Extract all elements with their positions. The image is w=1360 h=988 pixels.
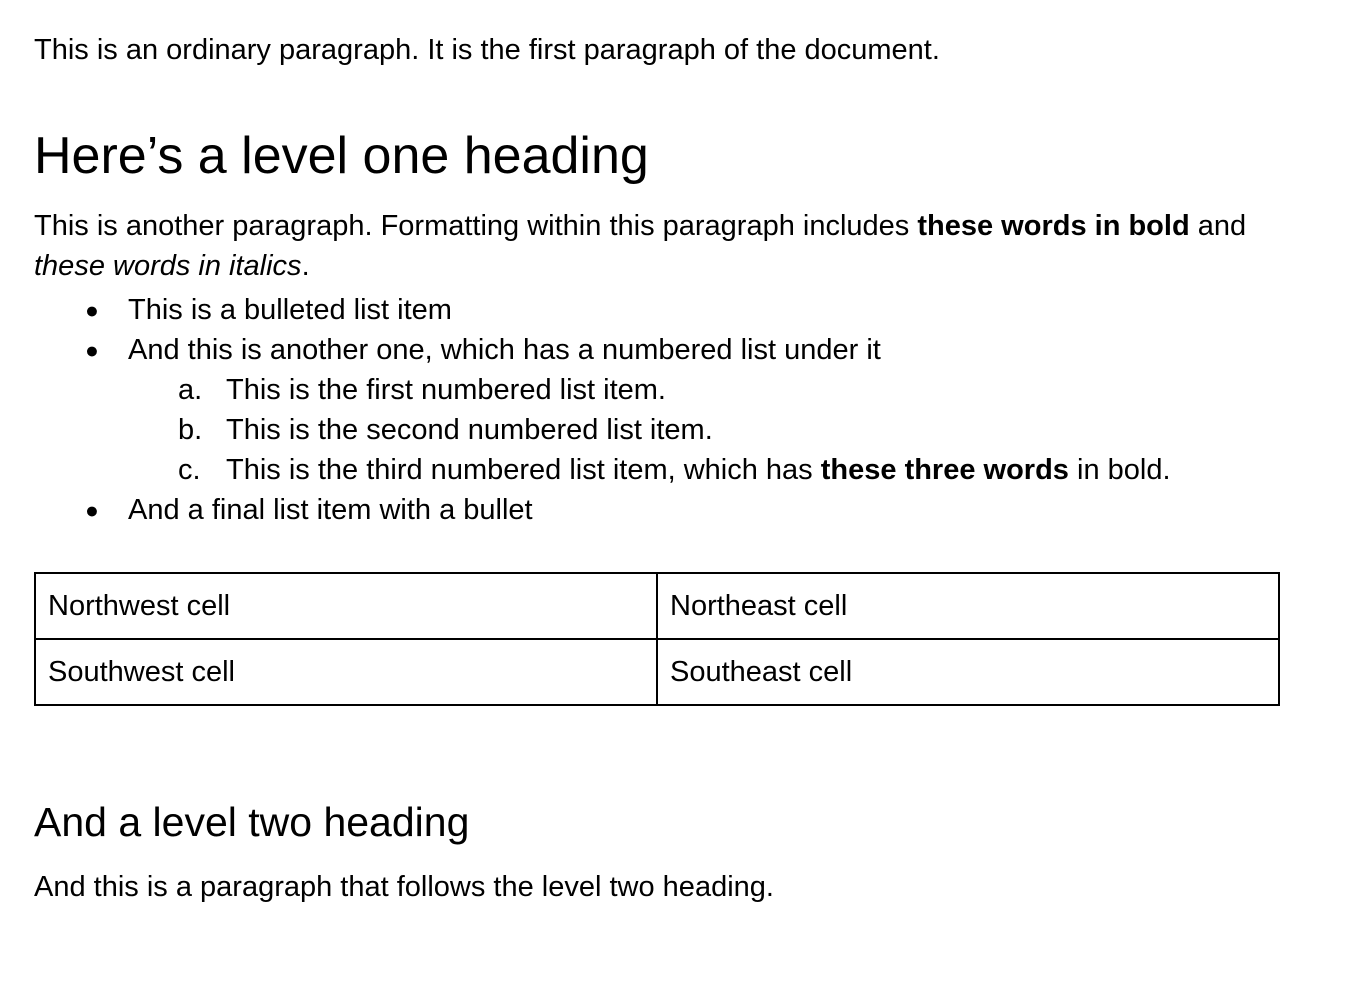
formatted-paragraph-tail: . [301,250,310,282]
table-cell-northeast: Northeast cell [657,573,1279,639]
numbered-item-text-tail: in bold. [1068,454,1171,486]
bullet-marker-icon: ● [85,337,99,363]
formatted-paragraph-lead: This is another paragraph. Formatting within this paragraph includes [34,210,918,242]
formatted-paragraph-mid: and [1189,210,1247,242]
bullet-marker-icon: ● [85,297,99,323]
letter-marker: c. [178,454,201,486]
bullet-item-text: This is a bulleted list item [128,294,452,326]
intro-paragraph: This is an ordinary paragraph. It is the first paragraph of the document. [34,34,940,66]
numbered-item-text: This is the first numbered list item. [226,374,666,406]
table-cell-northwest: Northwest cell [35,573,657,639]
bullet-list-item-1 [34,290,1280,330]
table-row-north [35,573,1279,639]
numbered-list-item-c [34,450,1280,490]
heading-level-one: Here’s a level one heading [34,127,649,185]
closing-paragraph: And this is a paragraph that follows the level two heading. [34,871,774,903]
bullet-list-item-2 [34,330,1280,370]
numbered-item-text: This is the second numbered list item. [226,414,713,446]
numbered-list-item-a [34,370,1280,410]
letter-marker: b. [178,414,203,446]
bullet-list-item-3 [34,490,1280,530]
formatted-paragraph [34,206,1280,286]
bold-text-segment: these three words [820,454,1069,486]
numbered-list-item-b [34,410,1280,450]
content-table [34,572,1280,706]
bullet-item-text: And this is another one, which has a numbered list under it [128,334,881,366]
heading-level-two: And a level two heading [34,799,470,845]
numbered-item-text-lead: This is the third numbered list item, which has [226,454,821,486]
bullet-marker-icon: ● [85,497,99,523]
table-cell-southwest: Southwest cell [35,639,657,705]
italic-text-segment: these words in italics [34,250,302,282]
table-cell-southeast: Southeast cell [657,639,1279,705]
letter-marker: a. [178,374,203,406]
bulleted-list [34,290,1280,530]
bullet-item-text: And a final list item with a bullet [128,494,533,526]
table-row-south [35,639,1279,705]
bold-text-segment: these words in bold [917,210,1190,242]
